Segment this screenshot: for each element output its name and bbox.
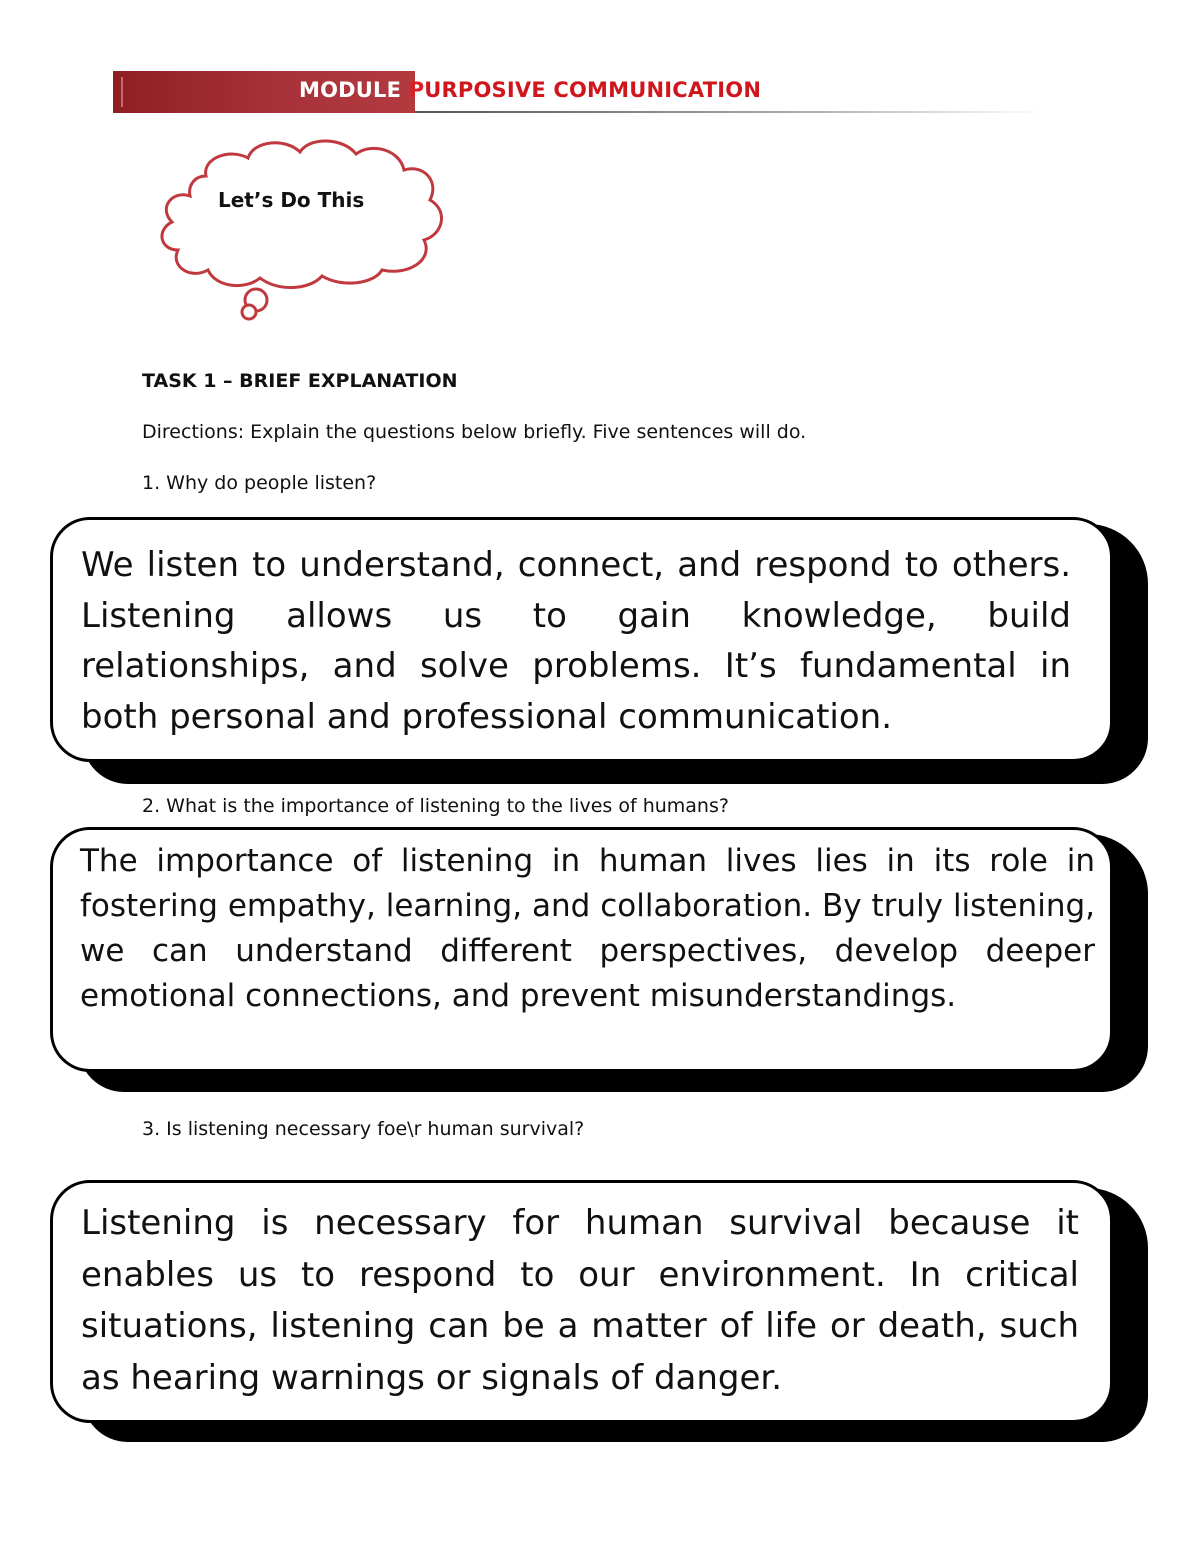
answer-1-text: We listen to understand, connect, and respond to others. Listening allows us to gain knowledge, build relationships, and solve problems. It’s fundamental in both personal and professional communication. bbox=[81, 545, 1071, 737]
title-rest: URPOSIVE COMMUNICATION bbox=[424, 78, 762, 102]
header-divider bbox=[415, 111, 1045, 113]
question-2: 2. What is the importance of listening to the lives of humans? bbox=[142, 795, 729, 817]
answer-3-text: Listening is necessary for human survival because it enables us to respond to our environment. In critical situations, listening can be a matter of life or death, such as hearing warnings or signals of danger. bbox=[81, 1203, 1079, 1398]
thought-cloud-icon bbox=[150, 130, 470, 330]
module-word: MODULE bbox=[299, 78, 402, 102]
cloud-label: Let’s Do This bbox=[218, 188, 365, 212]
directions-text: Directions: Explain the questions below briefly. Five sentences will do. bbox=[142, 421, 807, 443]
module-title bbox=[299, 78, 761, 102]
answer-2-text: The importance of listening in human lives lies in its role in fostering empathy, learning, and collaboration. By truly listening, we can understand different perspectives, develop deeper emotional connections, and prevent misunderstandings. bbox=[80, 843, 1095, 1014]
question-3: 3. Is listening necessary foe\r human survival? bbox=[142, 1118, 585, 1140]
title-first-letter: P bbox=[408, 78, 425, 102]
question-1: 1. Why do people listen? bbox=[142, 472, 377, 494]
task-title: TASK 1 – BRIEF EXPLANATION bbox=[142, 370, 458, 392]
